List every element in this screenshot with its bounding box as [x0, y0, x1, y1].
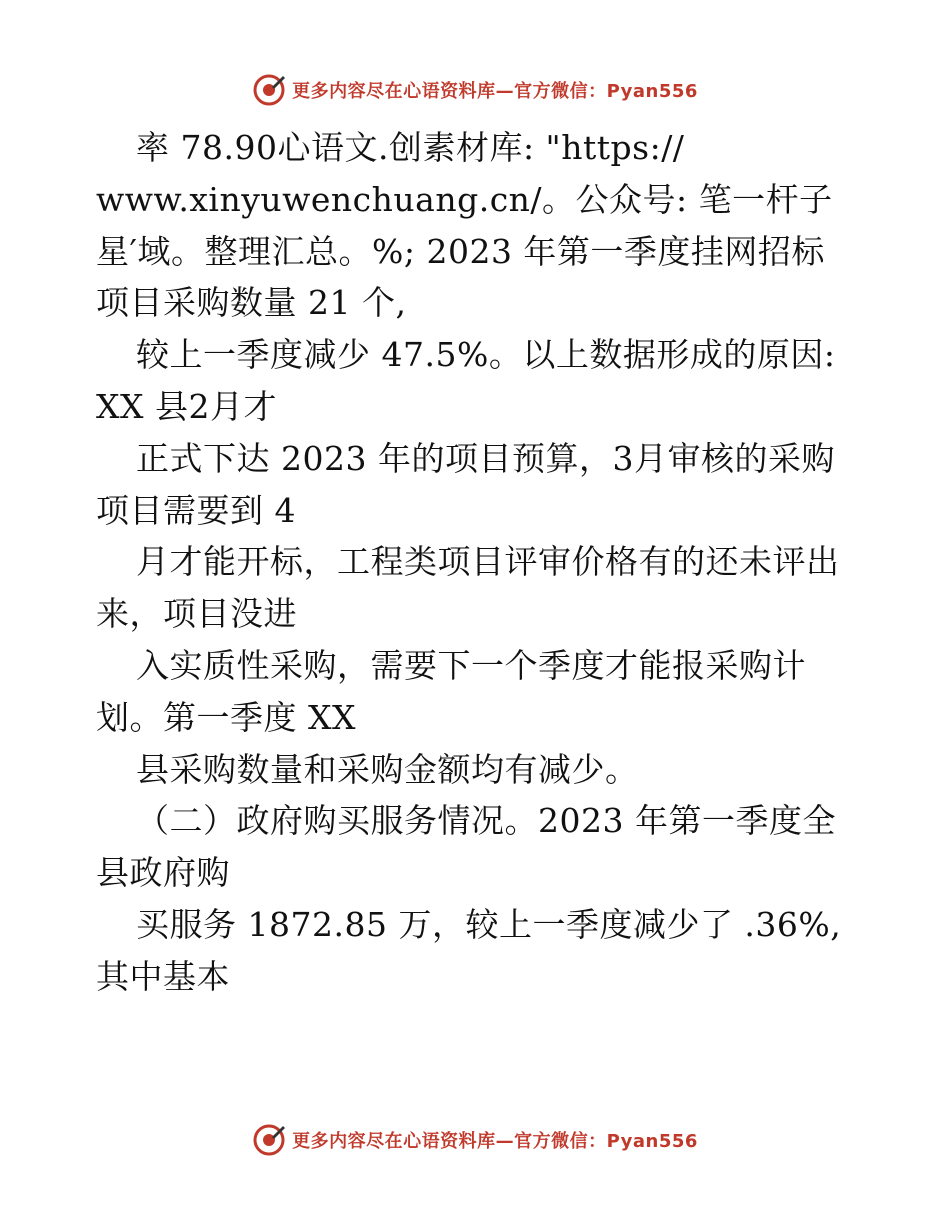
text-line: 买服务 1872.85 万，较上一季度减少了 .36%, [136, 904, 842, 944]
text-line: 其中基本 [96, 956, 230, 996]
text-line: 月才能开标，工程类项目评审价格有的还未评出 [136, 542, 840, 582]
document-body [96, 122, 866, 1003]
text-line: 县政府购 [96, 853, 230, 893]
text-line: 划。第一季度 XX [96, 697, 356, 737]
text-line: 来，项目没进 [96, 594, 297, 634]
footer-banner-text: 更多内容尽在心语资料库—官方微信：Pyan556 [292, 1131, 698, 1152]
text-line: 项目需要到 4 [96, 490, 296, 530]
pen-logo-icon [252, 1123, 286, 1157]
text-line: 入实质性采购，需要下一个季度才能报采购计 [136, 645, 806, 685]
text-line: XX 县2月才 [96, 386, 277, 426]
header-banner [0, 70, 950, 110]
text-line: 率 78.90心语文.创素材库: "https:// [136, 128, 685, 167]
footer-banner [0, 1120, 950, 1160]
text-line: www.xinyuwenchuang.cn/。公众号: 笔一杆子 [96, 179, 833, 219]
text-line: 正式下达 2023 年的项目预算，3月审核的采购 [136, 438, 835, 478]
text-line: 较上一季度减少 47.5%。以上数据形成的原因: [136, 335, 836, 375]
text-line: （二）政府购买服务情况。2023 年第一季度全 [136, 801, 836, 841]
header-banner-text: 更多内容尽在心语资料库—官方微信：Pyan556 [292, 81, 698, 102]
text-line: 县采购数量和采购金额均有减少。 [136, 749, 639, 789]
text-line: 项目采购数量 21 个, [96, 283, 407, 323]
text-line: 星′域。整理汇总。%; 2023 年第一季度挂网招标 [96, 231, 825, 271]
pen-logo-icon [252, 73, 286, 107]
